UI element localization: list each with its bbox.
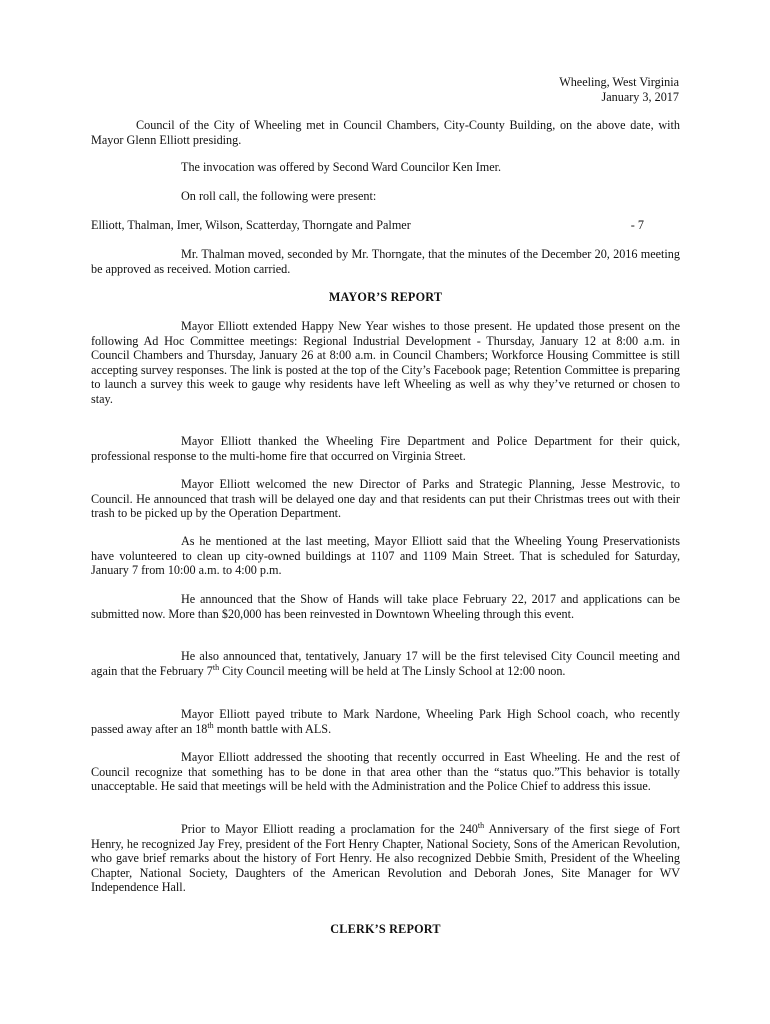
roll-call-block <box>91 189 680 204</box>
mayors-report-p8-block <box>91 750 680 794</box>
mayors-report-paragraph: Mayor Elliott welcomed the new Director of Parks and Strategic Planning, Jesse Mestrovic, to Council. He announced that trash will be delayed one day and that residents can put their Christmas trees out with their trash to be picked up by the Operation Department. <box>91 477 680 521</box>
mayors-report-p7-block <box>91 707 680 736</box>
invocation-block <box>91 160 680 175</box>
mayors-report-p1-block <box>91 319 680 407</box>
mayors-report-p5-block <box>91 592 680 621</box>
ordinal-suffix: th <box>207 720 214 730</box>
mayors-report-paragraph: Mayor Elliott addressed the shooting that recently occurred in East Wheeling. He and the rest of Council recognize that something has to be done in that area other than the “status quo.”This behavior is totally unacceptable. He said that meetings will be held with the Administration and the Police Chief to address this issue. <box>91 750 680 794</box>
opening-paragraph-block <box>91 118 680 147</box>
mayors-report-p9-block <box>91 822 680 895</box>
paragraph-text: Prior to Mayor Elliott reading a proclamation for the 240 <box>181 822 478 836</box>
ordinal-suffix: th <box>212 662 220 672</box>
mayors-report-paragraph: Mayor Elliott extended Happy New Year wishes to those present. He updated those present on the following Ad Hoc Committee meetings: Regional Industrial Development - Thursday, January 12 at 8:00 a.m. in Council Chambers and Thursday, January 26 at 8:00 a.m. in Council Chambers; Workforce Housing Committee is still accepting survey responses. The link is posted at the top of the City’s Facebook page; Retention Committee is preparing to launch a survey this week to gauge why residents have left Wheeling as well as why they’ve returned or chosen to stay. <box>91 319 680 406</box>
minutes-motion-paragraph: Mr. Thalman moved, seconded by Mr. Thorngate, that the minutes of the December 20, 2016 meeting be approved as received. Motion carried. <box>91 247 680 276</box>
roll-call-paragraph: On roll call, the following were present: <box>181 189 377 203</box>
mayors-report-paragraph: As he mentioned at the last meeting, Mayor Elliott said that the Wheeling Young Preservationists have volunteered to clean up city-owned buildings at 1107 and 1109 Main Street. That is scheduled for Saturday, January 7 from 10:00 a.m. to 4:00 p.m. <box>91 534 680 578</box>
present-names: Elliott, Thalman, Imer, Wilson, Scatterday, Thorngate and Palmer <box>91 218 411 232</box>
opening-paragraph: Council of the City of Wheeling met in Council Chambers, City-County Building, on the above date, with Mayor Glenn Elliott presiding. <box>91 118 680 147</box>
paragraph-text: Mayor Elliott payed tribute to Mark Nardone, Wheeling Park High School coach, who recently passed away after an 18 <box>91 707 680 736</box>
header-location: Wheeling, West Virginia <box>559 75 679 89</box>
mayors-report-paragraph: Mayor Elliott thanked the Wheeling Fire Department and Police Department for their quick, professional response to the multi-home fire that occurred on Virginia Street. <box>91 434 680 463</box>
mayors-report-paragraph <box>91 822 680 895</box>
roll-call-present <box>91 218 680 233</box>
ordinal-suffix: th <box>477 821 485 830</box>
mayors-report-heading: MAYOR’S REPORT <box>328 290 443 304</box>
minutes-motion-block <box>91 247 680 276</box>
mayors-report-p4-block <box>91 534 680 578</box>
mayors-report-p2-block <box>91 434 680 463</box>
mayors-report-p6-block <box>91 649 680 678</box>
clerks-report-heading: CLERK’S REPORT <box>330 922 441 936</box>
paragraph-text: month battle with ALS. <box>213 721 332 736</box>
paragraph-text: City Council meeting will be held at The Linsly School at 12:00 noon. <box>219 663 566 678</box>
mayors-report-paragraph: He announced that the Show of Hands will take place February 22, 2017 and applications can be submitted now. More than $20,000 has been reinvested in Downtown Wheeling through this event. <box>91 592 680 621</box>
mayors-report-paragraph <box>91 649 680 678</box>
document-header <box>559 75 679 104</box>
present-count: - 7 <box>630 218 644 232</box>
mayors-report-paragraph <box>91 707 680 736</box>
invocation-paragraph: The invocation was offered by Second Ward Councilor Ken Imer. <box>181 160 502 174</box>
paragraph-text: He also announced that, tentatively, January 17 will be the first televised City Council meeting and again that the February 7 <box>91 649 680 678</box>
paragraph-text: Anniversary of the first siege of Fort Henry, he recognized Jay Frey, president of the Fort Henry Chapter, National Society, Sons of the American Revolution, who gave brief remarks about the history of Fort Henry. He also recognized Debbie Smith, President of the Wheeling Chapter, National Society, Daughters of the American Revolution and Deborah Jones, Site Manager for WV Independence Hall. <box>91 822 680 895</box>
mayors-report-p3-block <box>91 477 680 521</box>
header-date: January 3, 2017 <box>601 89 679 104</box>
